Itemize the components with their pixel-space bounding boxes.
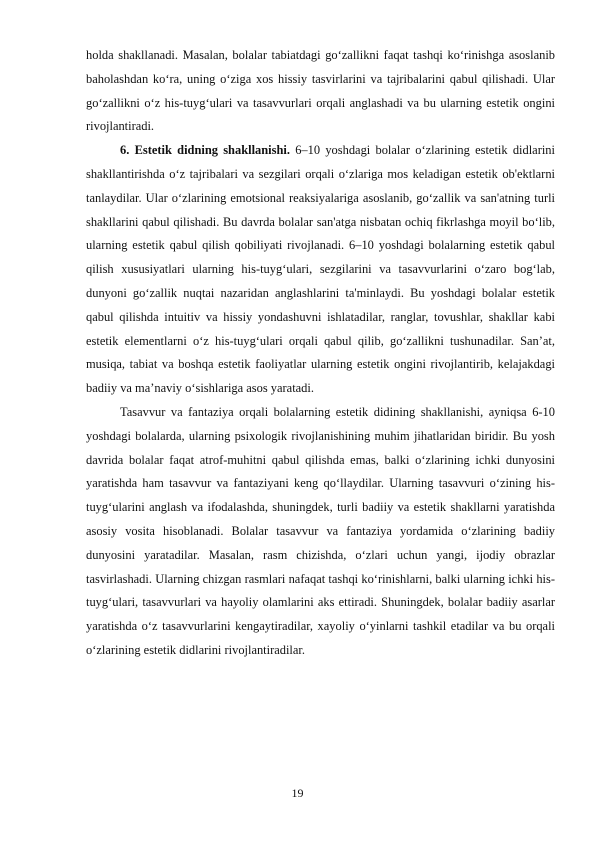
paragraph-body: 6–10 yoshdagi bolalar o‘zlarining estetik didlarini shakllantirishda o‘z tajribalari va sezgilari orqali o‘zlariga mos keladigan estetik ob'ektlarni tanlaydilar. Ular o‘zlarining emotsional reaksiyalariga asoslanib, go‘zallik va san'atning turli shakllarini qabul qilishadi. Bu davrda bolalar san'atga nisbatan ochiq fikrlashga moyil bo‘lib, ularning estetik qabul qilish qobiliyati rivojlanadi. 6–10 yoshdagi bolalarning estetik qabul qilish xususiyatlari ularning his-tuyg‘ulari, sezgilarini va tasavvurlarini o‘zaro bog‘lab, dunyoni go‘zallik nuqtai nazaridan anglashlarini ta'minlaydi. Bu yoshdagi bolalar estetik qabul qilishda intuitiv va hissiy yondashuvni ishlatadilar, ranglar, tovushlar, shakllar kabi estetik elementlarni o‘z his-tuyg‘ulari orqali qabul qilib, go‘zallikni tushunadilar. San’at, musiqa, tabiat va boshqa estetik faoliyatlar ularning estetik ongini rivojlantirib, kelajakdagi badiiy va ma’naviy o‘sishlariga asos yaratadi. [86, 143, 555, 396]
paragraph-imagination: Tasavvur va fantaziya orqali bolalarning estetik didining shakllanishi, ayniqsa 6-10 yoshdagi bolalarda, ularning psixologik rivojlanishining muhim jihatlaridan biridir. Bu yosh davrida bolalar faqat atrof-muhitni qabul qilishda emas, balki o‘zlarining ichki dunyosini yaratishda ham tasavvur va fantaziyani keng qo‘llaydilar. Ularning tasavvuri o‘zining his-tuyg‘ularini anglash va ifodalashda, shuningdek, turli badiiy va estetik shakllarni yaratishda asosiy vosita hisoblanadi. Bolalar tasavvur va fantaziya yordamida o‘zlarining badiiy dunyosini yaratadilar. Masalan, rasm chizishda, o‘zlari uchun yangi, ijodiy obrazlar tasvirlashadi. Ularning chizgan rasmlari nafaqat tashqi ko‘rinishlarni, balki ularning ichki his-tuyg‘ulari, tasavvurlari va hayoliy olamlarini aks ettiradi. Shuningdek, bolalar badiiy asarlar yaratishda o‘z tasavvurlarini kengaytiradilar, xayoliy o‘yinlarni tashkil etadilar va bu orqali o‘zlarining estetik didlarini rivojlantiradilar. [86, 404, 555, 657]
paragraph-continuation: holda shakllanadi. Masalan, bolalar tabiatdagi go‘zallikni faqat tashqi ko‘rinishga asoslanib baholashdan ko‘ra, uning o‘ziga xos hissiy tasvirlarini va tajribalarini qabul qilishadi. Ular go‘zallikni o‘z his-tuyg‘ulari va tasavvurlari orqali anglashadi va bu ularning estetik ongini rivojlantiradi. [86, 48, 555, 134]
section-heading: 6. Estetik didning shakllanishi. [120, 143, 290, 158]
paragraph-aesthetic-taste [86, 139, 555, 401]
document-body [86, 44, 555, 663]
page-number: 19 [291, 786, 304, 800]
